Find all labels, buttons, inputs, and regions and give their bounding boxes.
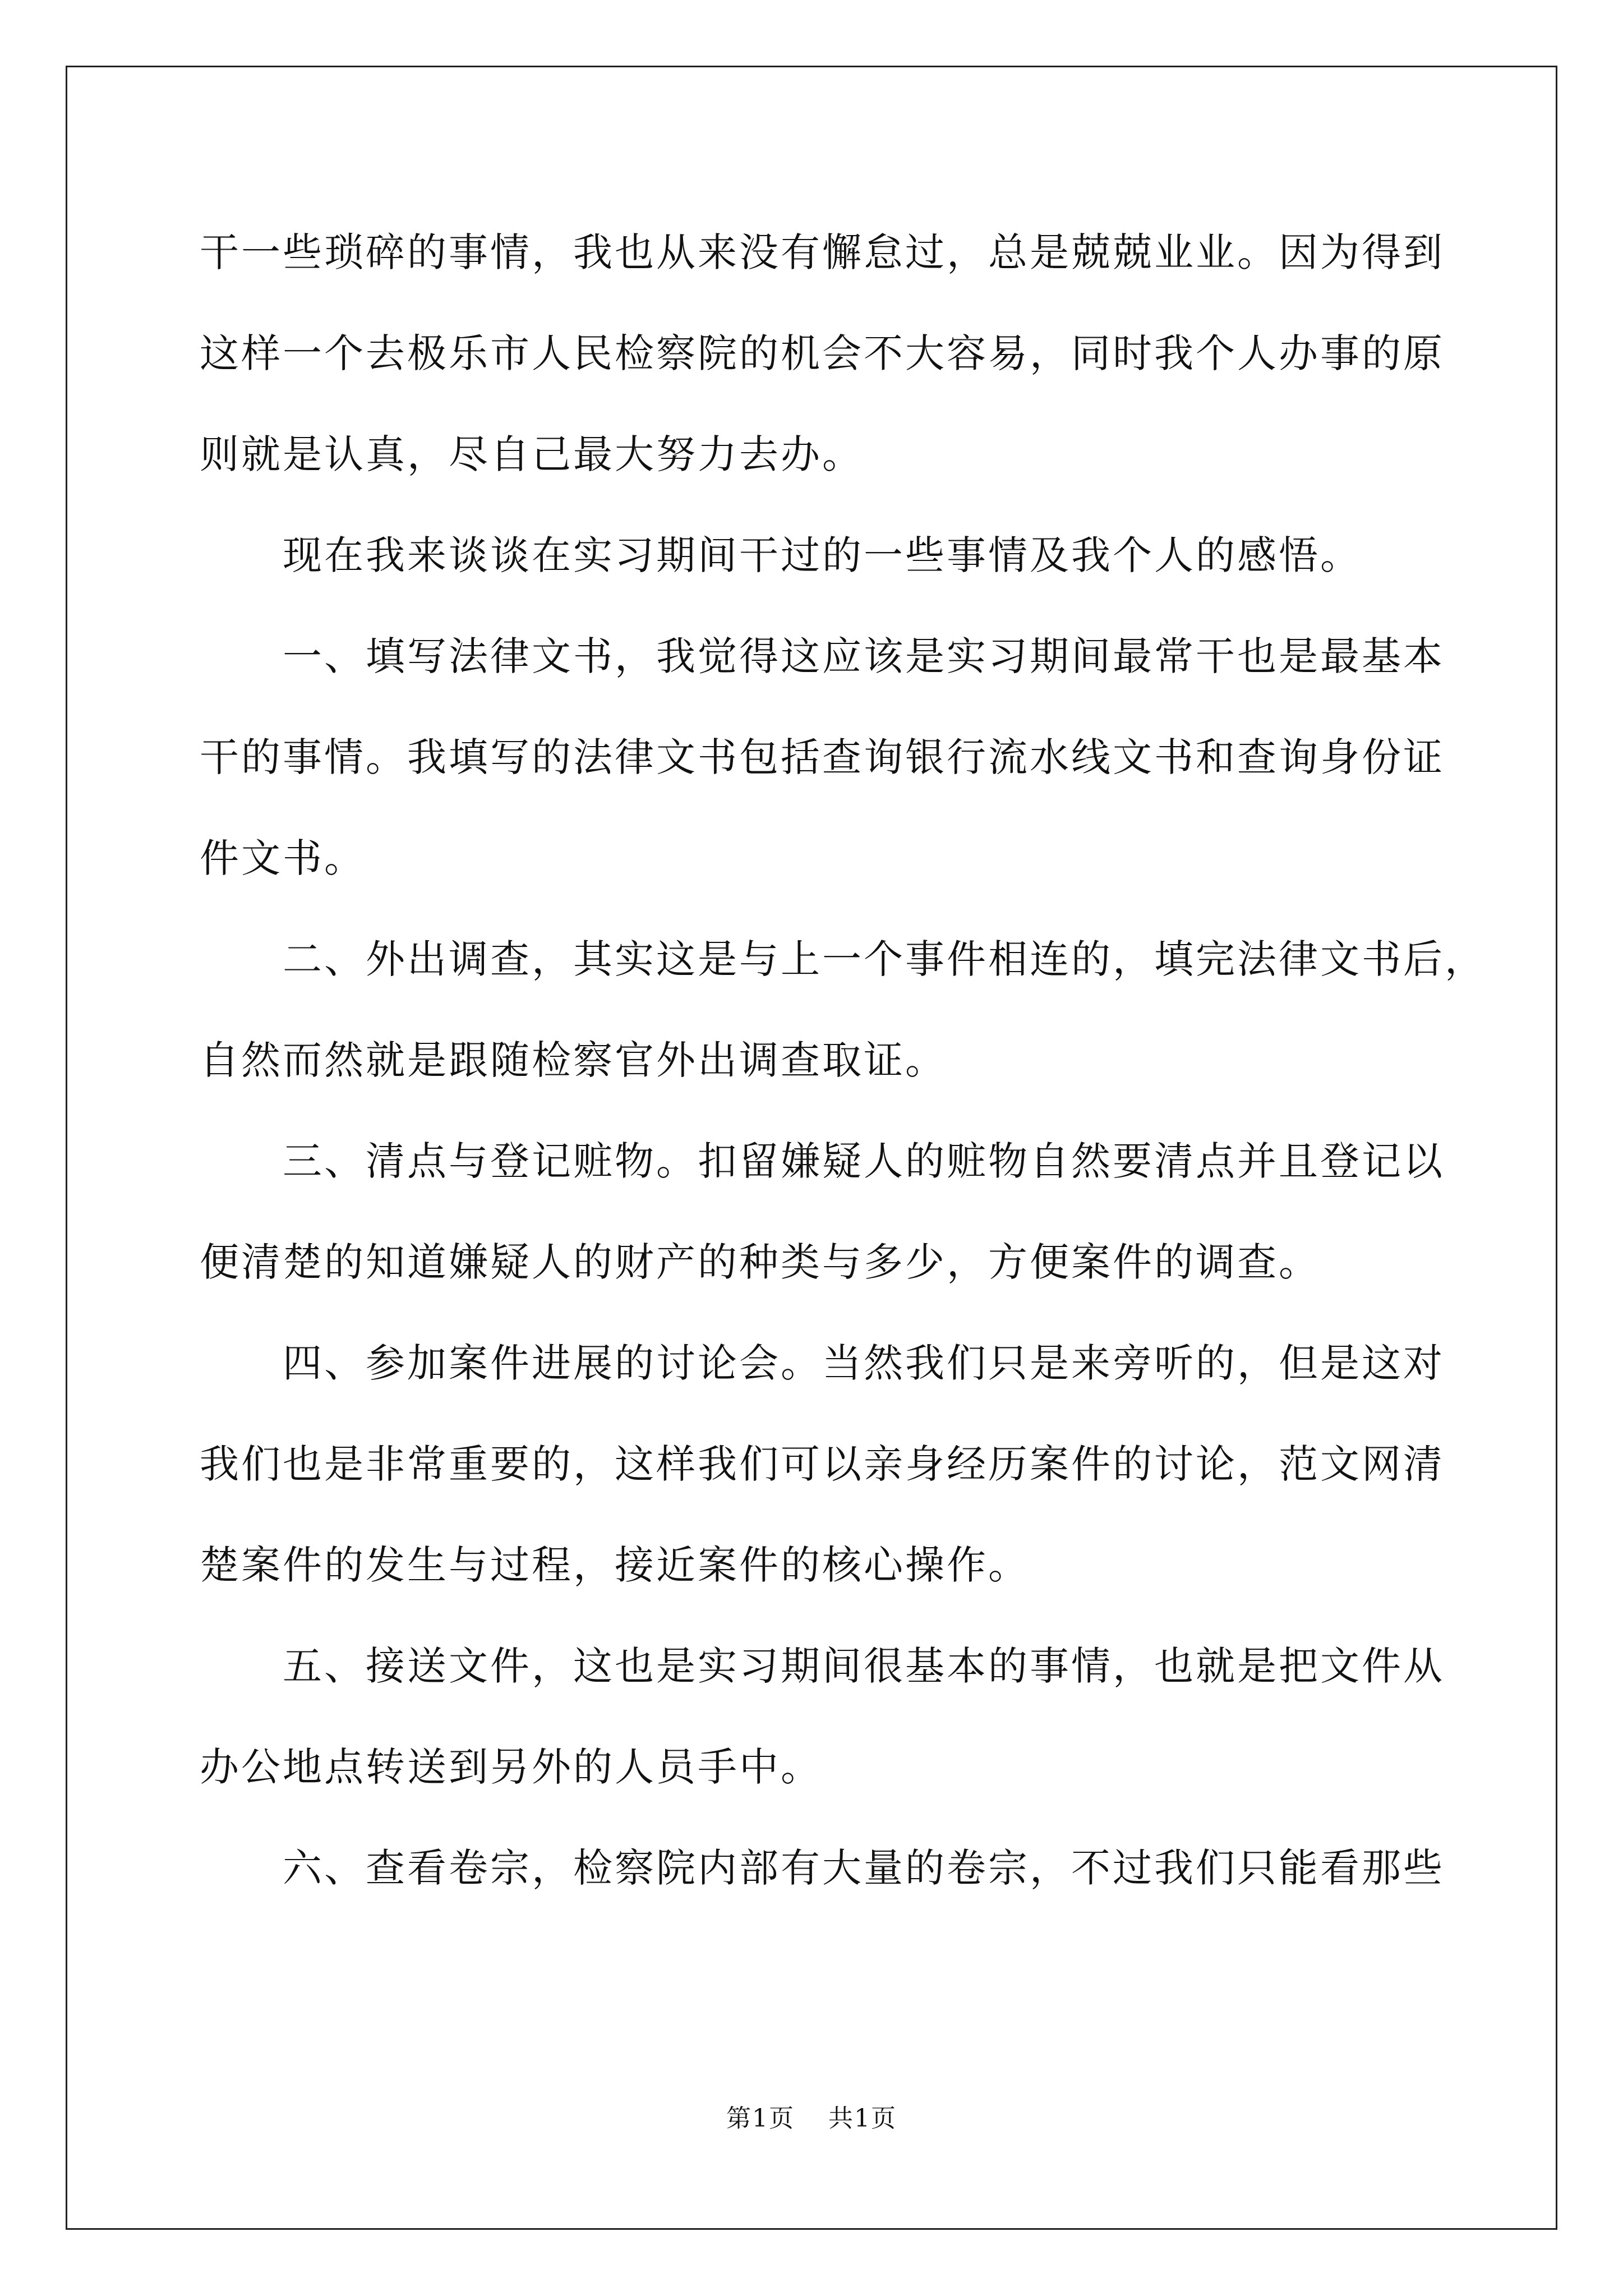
- text-line: 这样一个去极乐市人民检察院的机会不大容易，同时我个人办事的原: [200, 330, 1445, 376]
- text-line: 三、清点与登记赃物。扣留嫌疑人的赃物自然要清点并且登记以: [283, 1138, 1445, 1184]
- text-line: 四、参加案件进展的讨论会。当然我们只是来旁听的，但是这对: [283, 1340, 1445, 1386]
- text-line: 便清楚的知道嫌疑人的财产的种类与多少，方便案件的调查。: [200, 1239, 1320, 1285]
- text-line: 干的事情。我填写的法律文书包括查询银行流水线文书和查询身份证: [200, 734, 1445, 780]
- text-line: 我们也是非常重要的，这样我们可以亲身经历案件的讨论，范文网清: [200, 1441, 1445, 1487]
- text-line: 楚案件的发生与过程，接近案件的核心操作。: [200, 1542, 1030, 1588]
- page-footer: [0, 2098, 1623, 2134]
- text-line: 件文书。: [200, 835, 366, 881]
- text-line: 办公地点转送到另外的人员手中。: [200, 1744, 822, 1790]
- page-total: 共1页: [828, 2104, 897, 2133]
- text-line: 六、查看卷宗，检察院内部有大量的卷宗，不过我们只能看那些: [283, 1845, 1445, 1891]
- page-number: 第1页: [726, 2104, 795, 2133]
- text-line: 则就是认真，尽自己最大努力去办。: [200, 431, 864, 477]
- text-line: 五、接送文件，这也是实习期间很基本的事情，也就是把文件从: [283, 1643, 1445, 1689]
- text-line: 现在我来谈谈在实习期间干过的一些事情及我个人的感悟。: [283, 532, 1362, 578]
- text-line: 一、填写法律文书，我觉得这应该是实习期间最常干也是最基本: [283, 633, 1445, 679]
- document-body: [200, 202, 1486, 1918]
- text-line: 干一些琐碎的事情，我也从来没有懈怠过，总是兢兢业业。因为得到: [200, 229, 1445, 275]
- text-line: 自然而然就是跟随检察官外出调查取证。: [200, 1037, 947, 1083]
- text-line: 二、外出调查，其实这是与上一个事件相连的，填完法律文书后，: [283, 936, 1486, 982]
